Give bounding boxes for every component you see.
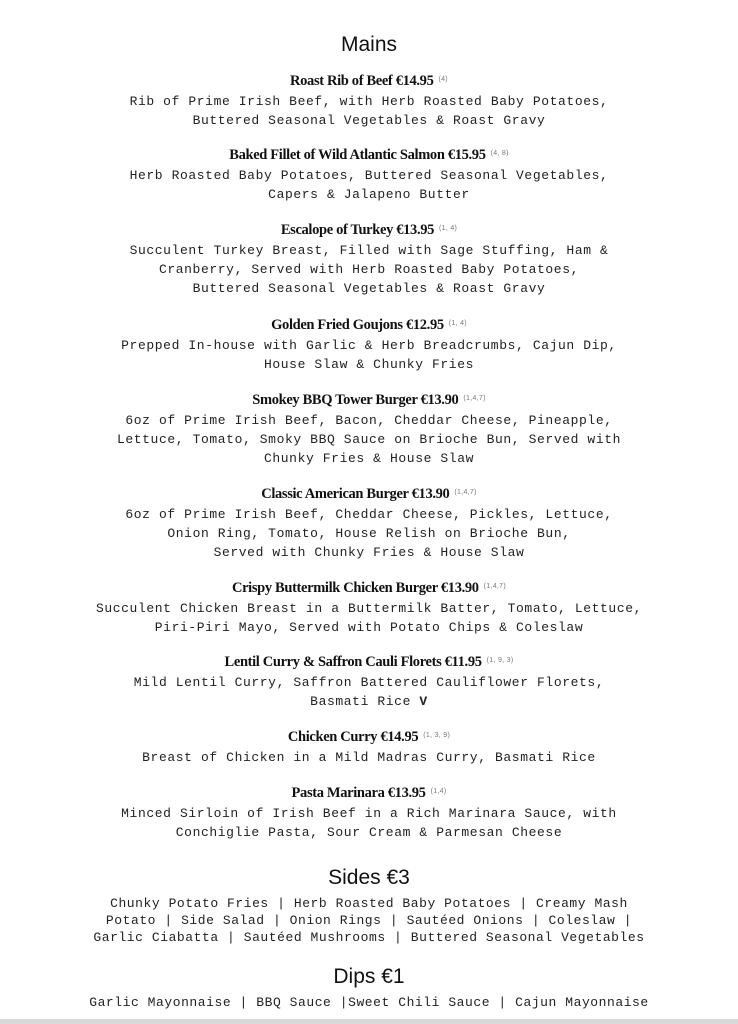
allergen-codes: (1, 4): [439, 225, 458, 232]
dips-list: Garlic Mayonnaise | BBQ Sauce |Sweet Chili Sauce | Cajun Mayonnaise: [89, 995, 649, 1010]
allergen-codes: (4): [438, 76, 448, 83]
item-description: [69, 673, 669, 711]
item-price: €12.95: [405, 317, 444, 333]
item-title: [0, 654, 738, 673]
item-name: Crispy Buttermilk Chicken Burger: [231, 580, 438, 596]
page-bottom-edge: [0, 1019, 738, 1024]
item-description: Herb Roasted Baby Potatoes, Buttered Seasonal Vegetables, Capers & Jalapeno Butter: [129, 168, 609, 202]
item-name: Escalope of Turkey: [280, 222, 393, 238]
item-description: Breast of Chicken in a Mild Madras Curry, Basmati Rice: [142, 750, 596, 765]
item-name: Baked Fillet of Wild Atlantic Salmon: [229, 147, 445, 163]
item-name: Lentil Curry & Saffron Cauli Florets: [224, 654, 442, 670]
item-price: €11.95: [444, 654, 482, 670]
item-name: Pasta Marinara: [291, 785, 385, 801]
item-description: 6oz of Prime Irish Beef, Bacon, Cheddar Cheese, Pineapple, Lettuce, Tomato, Smoky BBQ Sauce on Brioche Bun, Served with Chunky Fries & House Slaw: [116, 413, 622, 466]
item-price: €14.95: [395, 73, 434, 89]
sides-list: Chunky Potato Fries | Herb Roasted Baby Potatoes | Creamy Mash Potato | Side Salad | Onion Rings | Sautéed Onions | Coleslaw | Garlic Ciabatta | Sautéed Mushrooms | Buttered Seasonal Vegetables: [93, 896, 645, 945]
allergen-codes: (1,4): [430, 788, 447, 795]
menu-item: [0, 654, 738, 711]
item-name: Roast Rib of Beef: [290, 73, 393, 89]
vegetarian-mark: V: [419, 694, 428, 709]
item-price: €14.95: [380, 729, 419, 745]
item-description: 6oz of Prime Irish Beef, Cheddar Cheese, Pickles, Lettuce, Onion Ring, Tomato, House Relish on Brioche Bun, Served with Chunky Fries & House Slaw: [125, 507, 613, 560]
item-price: €13.90: [411, 486, 450, 502]
item-title: [0, 580, 738, 599]
allergen-codes: (1, 9, 3): [486, 657, 514, 664]
item-description: Rib of Prime Irish Beef, with Herb Roasted Baby Potatoes, Buttered Seasonal Vegetables & Roast Gravy: [129, 94, 609, 128]
dips-heading: Dips €1: [333, 965, 405, 988]
allergen-codes: (1,4,7): [483, 583, 507, 590]
allergen-codes: (1, 3, 9): [423, 732, 451, 739]
item-title: [0, 147, 738, 166]
menu-item: [0, 729, 738, 767]
allergen-codes: (1,4,7): [463, 395, 486, 402]
item-description: Prepped In-house with Garlic & Herb Breadcrumbs, Cajun Dip, House Slaw & Chunky Fries: [121, 338, 617, 372]
item-title: [0, 317, 738, 336]
menu-item: [0, 73, 738, 130]
item-description: Succulent Turkey Breast, Filled with Sage Stuffing, Ham & Cranberry, Served with Herb Roasted Baby Potatoes, Buttered Seasonal Vegetables & Roast Gravy: [129, 243, 609, 296]
item-price: €13.95: [396, 222, 435, 238]
allergen-codes: (4, 8): [490, 150, 509, 157]
item-price: €13.90: [420, 392, 459, 408]
allergen-codes: (1, 4): [448, 320, 467, 327]
item-description-text: Mild Lentil Curry, Saffron Battered Cauliflower Florets, Basmati Rice: [133, 675, 605, 709]
item-title: [0, 222, 738, 241]
item-title: [0, 486, 738, 505]
item-title: [0, 729, 738, 748]
item-title: [0, 392, 738, 411]
item-name: Chicken Curry: [287, 729, 378, 745]
item-price: €15.95: [447, 147, 486, 163]
menu-item: [0, 580, 738, 637]
sides-heading: Sides €3: [328, 866, 410, 889]
menu-item: [0, 392, 738, 468]
item-title: [0, 785, 738, 804]
item-description: Minced Sirloin of Irish Beef in a Rich Marinara Sauce, with Conchiglie Pasta, Sour Cream & Parmesan Cheese: [121, 806, 617, 840]
item-price: €13.90: [440, 580, 479, 596]
item-description: Succulent Chicken Breast in a Buttermilk Batter, Tomato, Lettuce, Piri-Piri Mayo, Served with Potato Chips & Coleslaw: [95, 601, 643, 635]
menu-item: [0, 785, 738, 842]
item-name: Classic American Burger: [261, 486, 409, 502]
item-name: Golden Fried Goujons: [271, 317, 403, 333]
menu-item: [0, 486, 738, 562]
mains-heading: Mains: [340, 33, 398, 56]
item-name: Smokey BBQ Tower Burger: [252, 392, 418, 408]
item-price: €13.95: [387, 785, 426, 801]
menu-item: [0, 147, 738, 204]
menu-item: [0, 317, 738, 374]
menu-item: [0, 222, 738, 298]
allergen-codes: (1,4,7): [454, 489, 477, 496]
item-title: [0, 73, 738, 92]
